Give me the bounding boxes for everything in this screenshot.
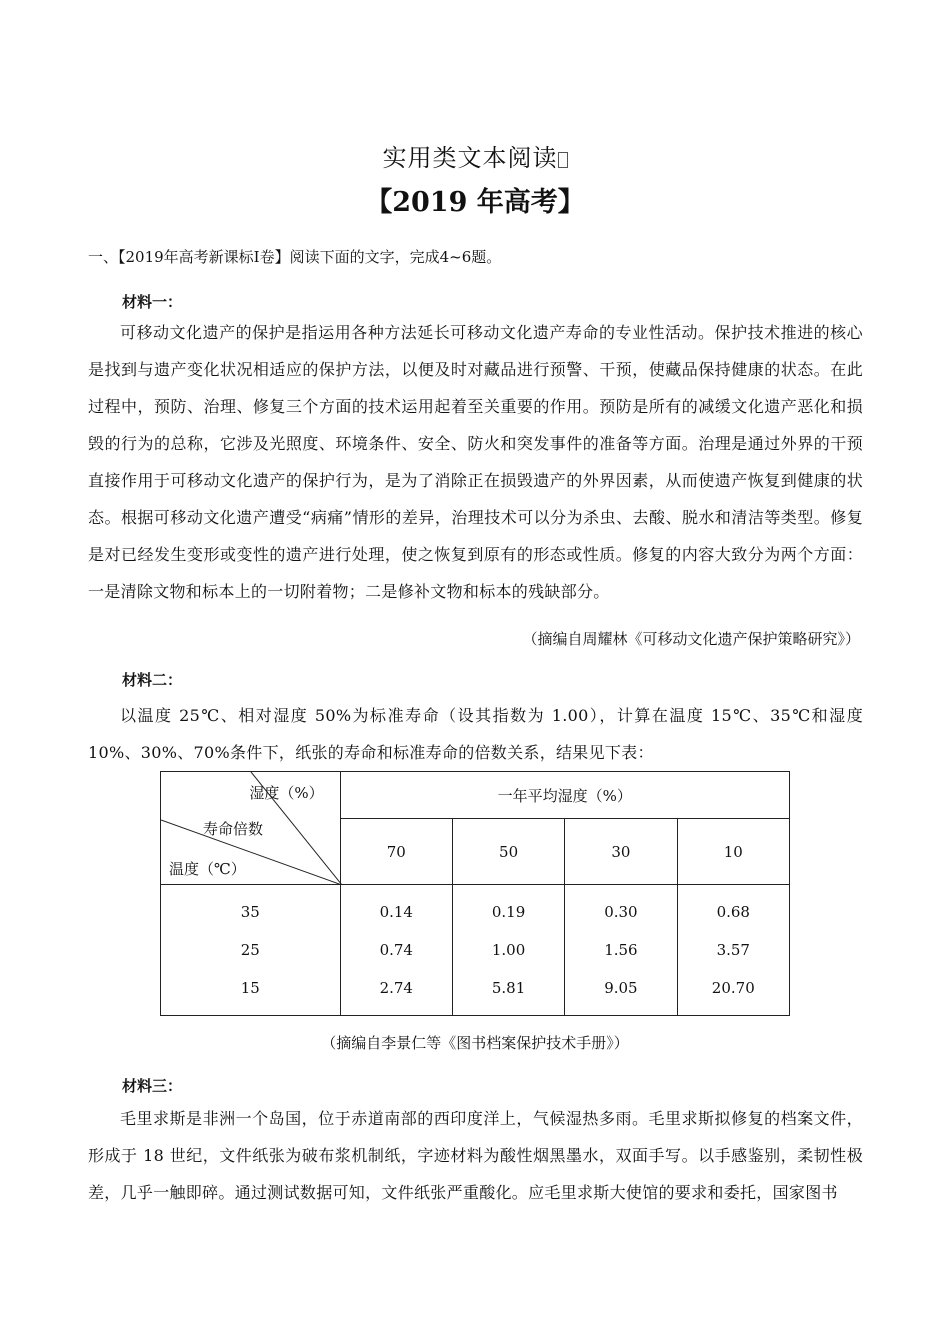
temp-15: 15 [240, 979, 260, 997]
value-cell: 20.70 [711, 979, 755, 997]
material2-source: （摘编自李景仁等《图书档案保护技术手册》） [321, 1034, 629, 1052]
lifespan-table [160, 771, 790, 1016]
humidity-col-50: 50 [452, 819, 564, 885]
value-cell: 0.19 [491, 903, 526, 921]
temperature-column [161, 885, 341, 1016]
value-cell: 5.81 [491, 979, 526, 997]
question-line: 一、【2019年高考新课标Ⅰ卷】阅读下面的文字，完成4~6题。 [88, 248, 502, 266]
group-header: 一年平均湿度（%） [340, 772, 789, 819]
value-cell: 3.57 [716, 941, 750, 959]
temp-25: 25 [240, 941, 260, 959]
table-corner-cell [161, 772, 341, 885]
value-cell: 1.56 [604, 941, 638, 959]
page-subtitle: 【2019 年高考】 [365, 187, 585, 218]
value-cell: 0.14 [379, 903, 413, 921]
humidity-col-70: 70 [340, 819, 452, 885]
value-cell: 1.00 [491, 941, 526, 959]
humidity-col-10: 10 [677, 819, 789, 885]
values-col-70 [340, 885, 452, 1016]
material3-label: 材料三： [122, 1077, 183, 1095]
title-mark [558, 152, 568, 168]
value-cell: 2.74 [379, 979, 413, 997]
material2-text: 以温度 25℃、相对湿度 50%为标准寿命（设其指数为 1.00），计算在温度 15℃、35℃和湿度 10%、30%、70%条件下，纸张的寿命和标准寿命的倍数关系，结果见下表： [88, 706, 863, 762]
temp-35: 35 [240, 903, 260, 921]
values-col-30 [565, 885, 677, 1016]
material1-source: （摘编自周耀林《可移动文化遗产保护策略研究》） [522, 630, 860, 648]
material3-text: 毛里求斯是非洲一个岛国，位于赤道南部的西印度洋上，气候湿热多雨。毛里求斯拟修复的档案文件，形成于 18 世纪，文件纸张为破布浆机制纸，字迹材料为酸性烟黑墨水，双面手写。以手感鉴别，柔韧性极差，几乎一触即碎。通过测试数据可知，文件纸张严重酸化。应毛里求斯大使馆的要求和委托，国家图书 [88, 1109, 863, 1202]
material2-label: 材料二： [122, 671, 183, 689]
material1-text: 可移动文化遗产的保护是指运用各种方法延长可移动文化遗产寿命的专业性活动。保护技术推进的核心是找到与遗产变化状况相适应的保护方法，以便及时对藏品进行预警、干预，使藏品保持健康的状态。在此过程中，预防、治理、修复三个方面的技术运用起着至关重要的作用。预防是所有的减缓文化遗产恶化和损毁的行为的总称，它涉及光照度、环境条件、安全、防火和突发事件的准备等方面。治理是通过外界的干预直接作用于可移动文化遗产的保护行为，是为了消除正在损毁遗产的外界因素，从而使遗产恢复到健康的状态。根据可移动文化遗产遭受“病痛”情形的差异，治理技术可以分为杀虫、去酸、脱水和清洁等类型。修复是对已经发生变形或变性的遗产进行处理，使之恢复到原有的形态或性质。修复的内容大致分为两个方面：一是清除文物和标本上的一切附着物；二是修补文物和标本的残缺部分。 [88, 323, 863, 601]
page-title: 实用类文本阅读 [0, 138, 950, 173]
corner-life-label: 寿命倍数 [203, 820, 264, 838]
value-cell: 0.30 [604, 903, 638, 921]
material1-label: 材料一： [122, 293, 183, 311]
humidity-col-30: 30 [565, 819, 677, 885]
values-col-50 [452, 885, 564, 1016]
values-col-10 [677, 885, 789, 1016]
corner-humidity-label: 湿度（%） [249, 784, 324, 802]
corner-temp-label: 温度（℃） [169, 860, 246, 878]
value-cell: 0.68 [716, 903, 750, 921]
value-cell: 0.74 [379, 941, 413, 959]
value-cell: 9.05 [604, 979, 638, 997]
